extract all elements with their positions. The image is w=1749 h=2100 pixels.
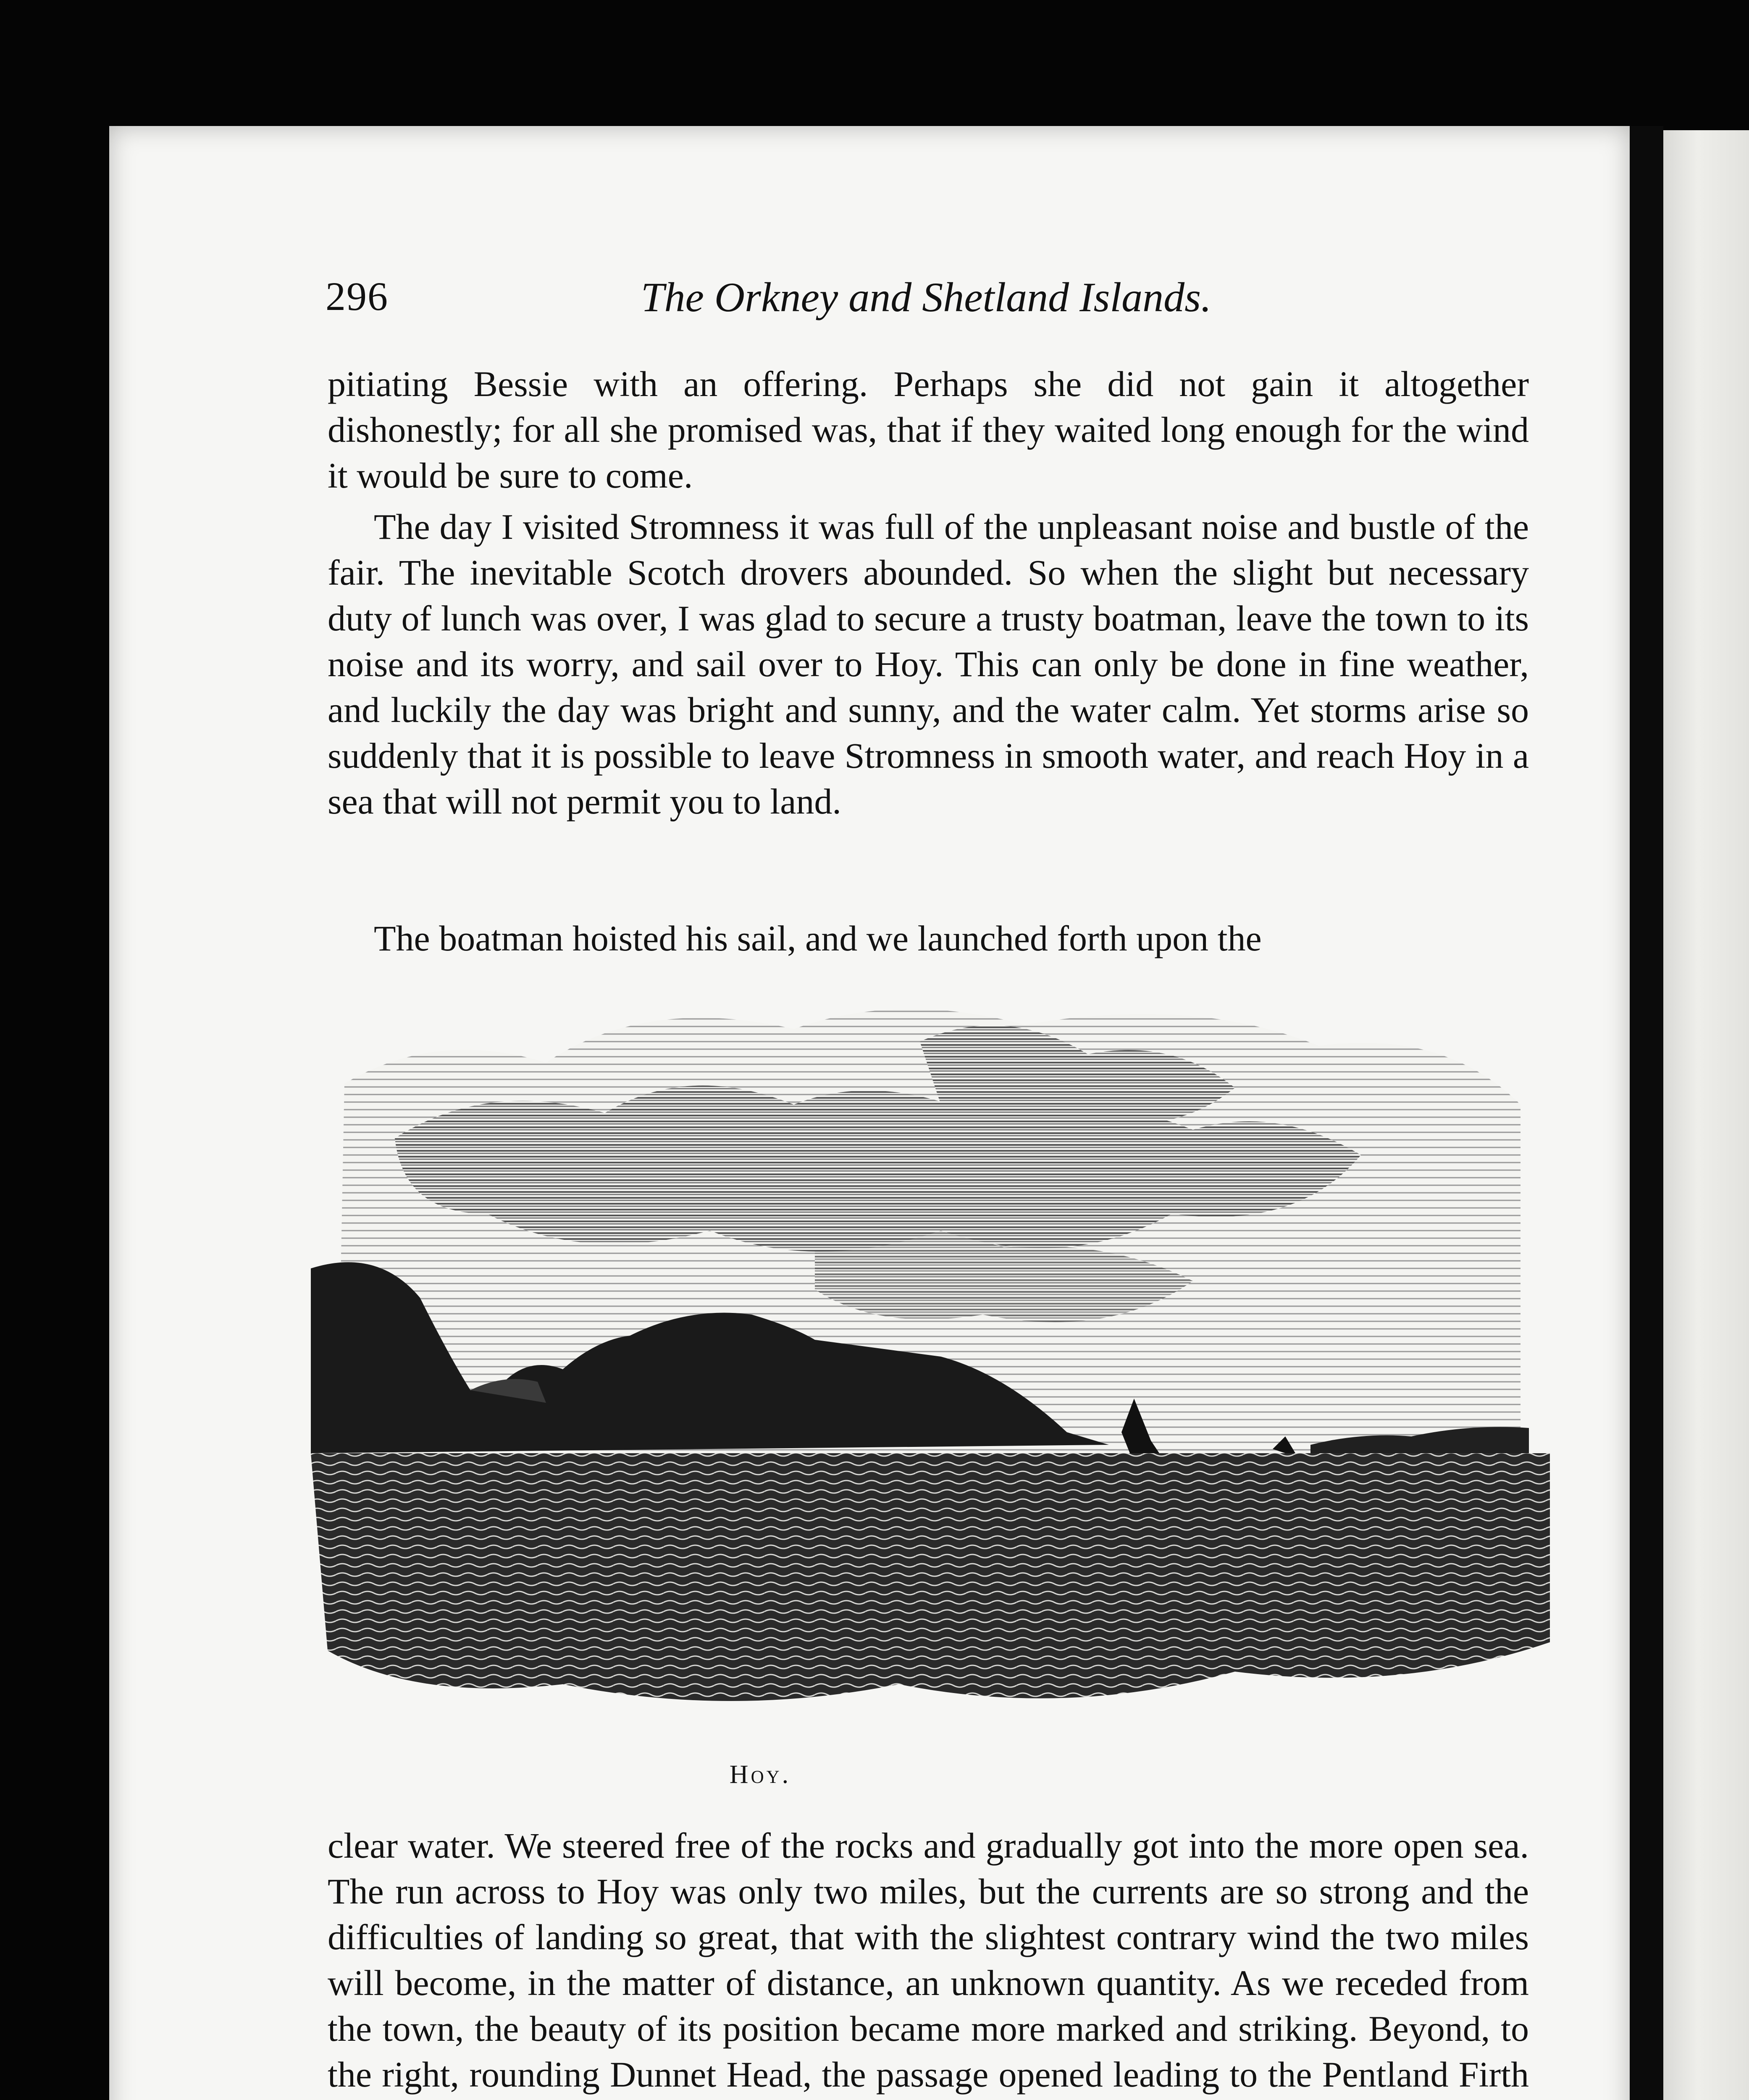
page-number: 296 — [326, 274, 389, 319]
adjacent-page-edge — [1663, 130, 1749, 2100]
body-paragraph: The day I visited Stromness it was full of the unpleasant noise and bustle of the fair. The inevitable Scotch drovers abounded. So when the slight but necessary duty of lunch was over, I was glad to secure a trusty boatman, leave the town to its noise and its worry, and sail over to Hoy. This can only be done in fine weather, and luckily the day was bright and sunny, and the water calm. Yet storms arise so suddenly that it is possible to leave Stromness in smooth water, and reach Hoy in a sea that will not permit you to land. — [328, 507, 1529, 822]
engraving-hoy — [311, 979, 1550, 1747]
running-head — [326, 273, 1527, 328]
running-title: The Orkney and Shetland Islands. — [641, 274, 1212, 320]
illustration-caption: Hoy. — [729, 1760, 791, 1789]
sea — [311, 1453, 1550, 1701]
body-paragraph: pitiating Bessie with an offering. Perhaps she did not gain it altogether dishonestly; for all she promised was, that if they waited long enough for the wind it would be sure to come. — [328, 364, 1529, 496]
page-gutter-shadow — [1630, 126, 1663, 2100]
body-paragraph: The boatman hoisted his sail, and we launched forth upon the — [374, 918, 1262, 958]
body-paragraph: clear water. We steered free of the rocks and gradually got into the more open sea. The run across to Hoy was only two miles, but the currents are so strong and the difficulties of landing so great, that with the slightest contrary wind the two miles will become, in the matter of distance, an unknown quantity. As we receded from the town, the beauty of its position became more marked and striking. Beyond, to the right, rounding Dunnet Head, the passage opened leading to the Pentland Firth — [328, 1825, 1529, 2095]
